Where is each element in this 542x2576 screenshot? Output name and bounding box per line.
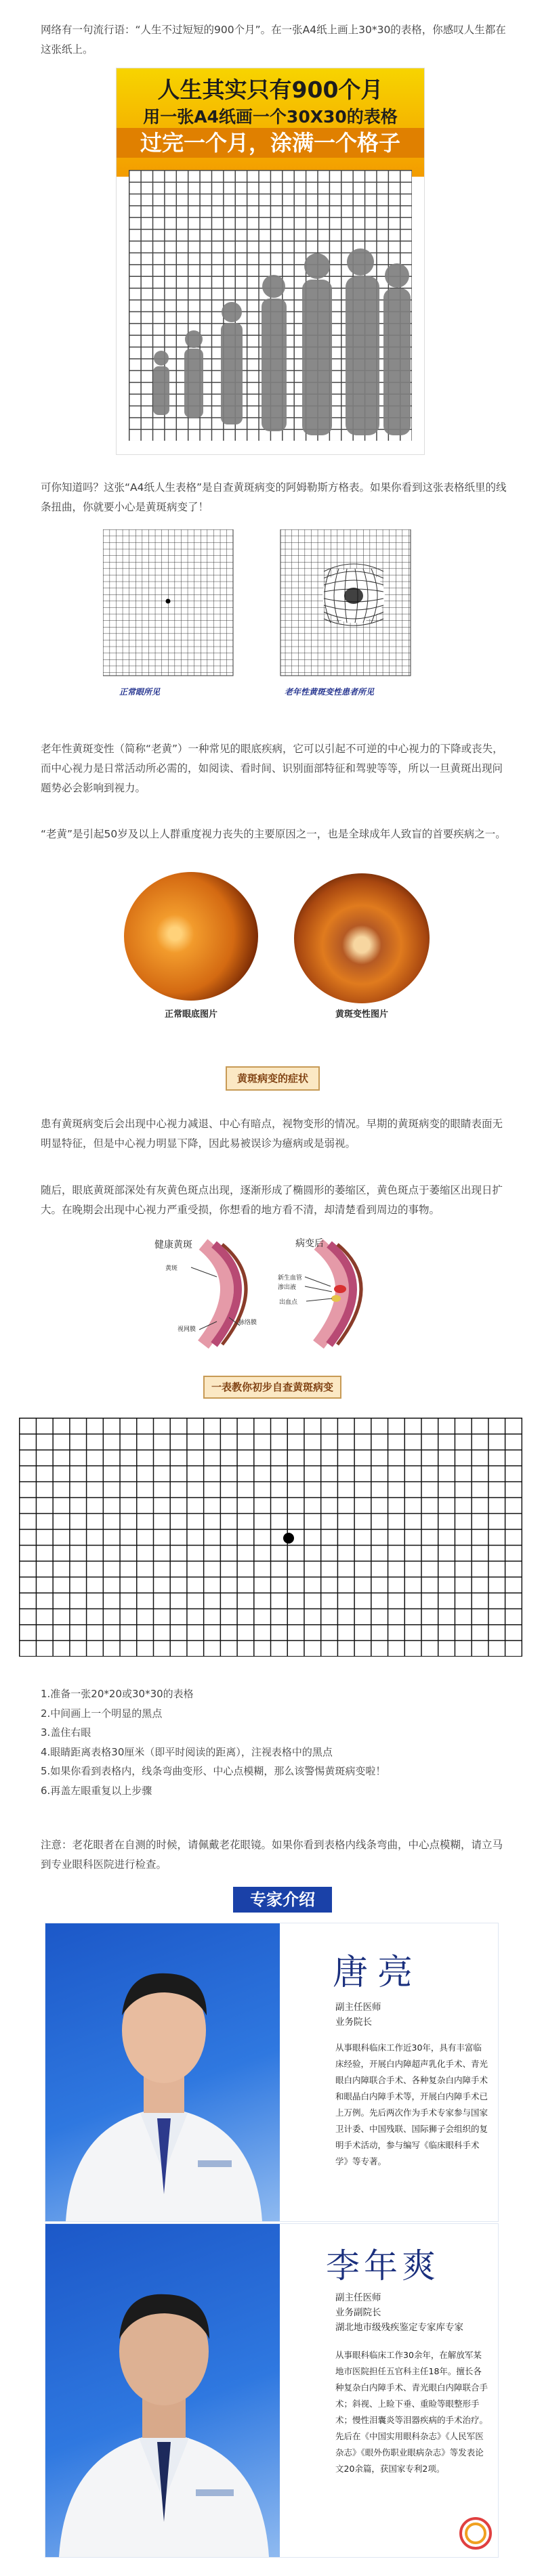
step-item: 5.如果你看到表格内，线条弯曲变形、中心点模糊，那么该警惕黄斑病变啦！ (41, 1765, 386, 1777)
diagram-label-bleed: 出血点 (279, 1299, 298, 1306)
amsler-grid-large (19, 1418, 522, 1657)
diagram-diseased (305, 1244, 361, 1345)
expert-1-title: 副主任医师 业务院长 (335, 2002, 381, 2028)
life-table-poster (116, 68, 425, 455)
diagram-label-healthy: 健康黄斑 (154, 1240, 192, 1250)
expert-1-name: 唐亮 (333, 1952, 423, 1993)
amsler-grid-normal (103, 529, 233, 676)
expert-2-title: 副主任医师 业务副院长 湖北地市级残疾鉴定专家库专家 (335, 2292, 463, 2333)
step-item: 1.准备一张20*20或30*30的表格 (41, 1688, 194, 1700)
diagram-label-vessel: 新生血管 (278, 1275, 303, 1282)
section-tag-symptom: 黄斑病变的症状 (226, 1066, 320, 1091)
cause-paragraph: “老黄”是引起50岁及以上人群重度视力丧失的主要原因之一，也是全球成年人致盲的首要疾病之一。 (41, 828, 506, 840)
grid-center-dot (283, 1533, 294, 1544)
amsler-grid-distorted (280, 529, 411, 676)
diagram-label-leak: 渗出液 (278, 1284, 297, 1291)
poster-line3: 过完一个月，涂满一个格子 (117, 128, 424, 158)
step-item: 3.盖住右眼 (41, 1726, 91, 1739)
poster-line2: 用一张A4纸画一个30X30的表格 (143, 107, 398, 127)
expert-card-1 (45, 1923, 499, 2222)
fundus-caption-normal: 正常眼底图片 (164, 1009, 217, 1020)
step-item: 4.眼睛距离表格30厘米（即平时阅读的距离），注视表格中的黑点 (41, 1745, 333, 1758)
symptom-paragraph-2: 随后，眼底黄斑部深处有灰黄色斑点出现，逐渐形成了椭圆形的萎缩区，黄色斑点于萎缩区出现日扩大。在晚期会出现中心视力严重受损，你想看的地方看不清，却清楚看到周边的事物。 (41, 1184, 503, 1216)
amd-description-paragraph: 老年性黄斑变性（简称“老黄”）一种常见的眼底疾病，它可以引起不可逆的中心视力的下降或丧失，而中心视力是日常活动所必需的，如阅读、看时间、识别面部特征和驾驶等等，所以一旦黄斑出现问题势必会影响到视力。 (41, 743, 503, 794)
hospital-logo-icon (459, 2516, 493, 2550)
expert-card-2 (45, 2223, 499, 2558)
expert-2-bio: 从事眼科临床工作30余年，在解放军某地市医院担任五官科主任18年。擅长各种复杂白内障手术、青光眼白内障联合手术；斜视、上睑下垂、重睑等眼整形手术；慢性泪囊炎等泪器疾病的手术治疗。先后在《中国实用眼科杂志》《人民军医杂志》《眼外伤职业眼病杂志》等发表论文20余篇，获国家专利2项。 (335, 2350, 488, 2474)
diagram-label-retina: 视网膜 (178, 1326, 196, 1333)
diagram-label-choroid: 脉络膜 (238, 1319, 257, 1326)
poster-line1: 人生其实只有900个月 (157, 77, 383, 103)
expert-1-bio: 从事眼科临床工作近30年，具有丰富临床经验，开展白内障超声乳化手术、青光眼白内障联合手术、各种复杂白内障手术和眼晶白内障手术等，开展白内障手术已上万例。先后两次作为手术专家参与国家卫计委、中国残联、国际狮子会组织的复明手术活动，参与编写《临床眼科手术学》等专著。 (335, 2043, 488, 2166)
expert-2-portrait (52, 2265, 276, 2557)
self-check-steps (41, 1684, 508, 1800)
fundus-photo-normal (124, 872, 258, 1001)
diagram-label-deposit: 黄斑 (165, 1265, 178, 1272)
section-tag-selfcheck: 一表教你初步自查黄斑病变 (203, 1376, 341, 1399)
intro-paragraph: 网络有一句流行语：“人生不过短短的900个月”。在一张A4纸上画上30*30的表格，你感叹人生都在这张纸上。 (41, 24, 506, 56)
amsler-caption-normal: 正常眼所见 (119, 687, 161, 697)
symptom-paragraph-1: 患有黄斑病变后会出现中心视力减退、中心有暗点，视物变形的情况。早期的黄斑病变的眼睛表面无明显特征，但是中心视力明显下降，因此易被误诊为癔病或是弱视。 (41, 1118, 503, 1150)
step-item: 6.再盖左眼重复以上步骤 (41, 1784, 152, 1797)
amsler-intro-paragraph: 可你知道吗？这张“A4纸人生表格”是自查黄斑病变的阿姆勒斯方格表。如果你看到这张表格纸里的线条扭曲，你就要小心是黄斑病变了！ (41, 481, 507, 513)
life-stage-silhouettes (129, 170, 412, 441)
expert-1-portrait (52, 1950, 276, 2221)
diagram-label-sick: 病变后 (295, 1238, 324, 1249)
amsler-comparison (103, 529, 455, 712)
step-item: 2.中间画上一个明显的黑点 (41, 1707, 163, 1720)
amsler-caption-abnormal: 老年性黄斑变性患者所见 (285, 687, 375, 697)
note-paragraph: 注意：老花眼者在自测的时候，请佩戴老花眼镜。如果你看到表格内线条弯曲，中心点模糊，请立马到专业眼科医院进行检查。 (41, 1839, 503, 1871)
fundus-caption-disease: 黄斑变性图片 (335, 1009, 388, 1020)
experts-header: 专家介绍 (233, 1887, 332, 1913)
expert-2-name: 李年爽 (326, 2246, 440, 2286)
fundus-photo-disease (294, 873, 430, 1003)
macula-diagram (149, 1236, 393, 1351)
diagram-healthy (203, 1244, 246, 1345)
